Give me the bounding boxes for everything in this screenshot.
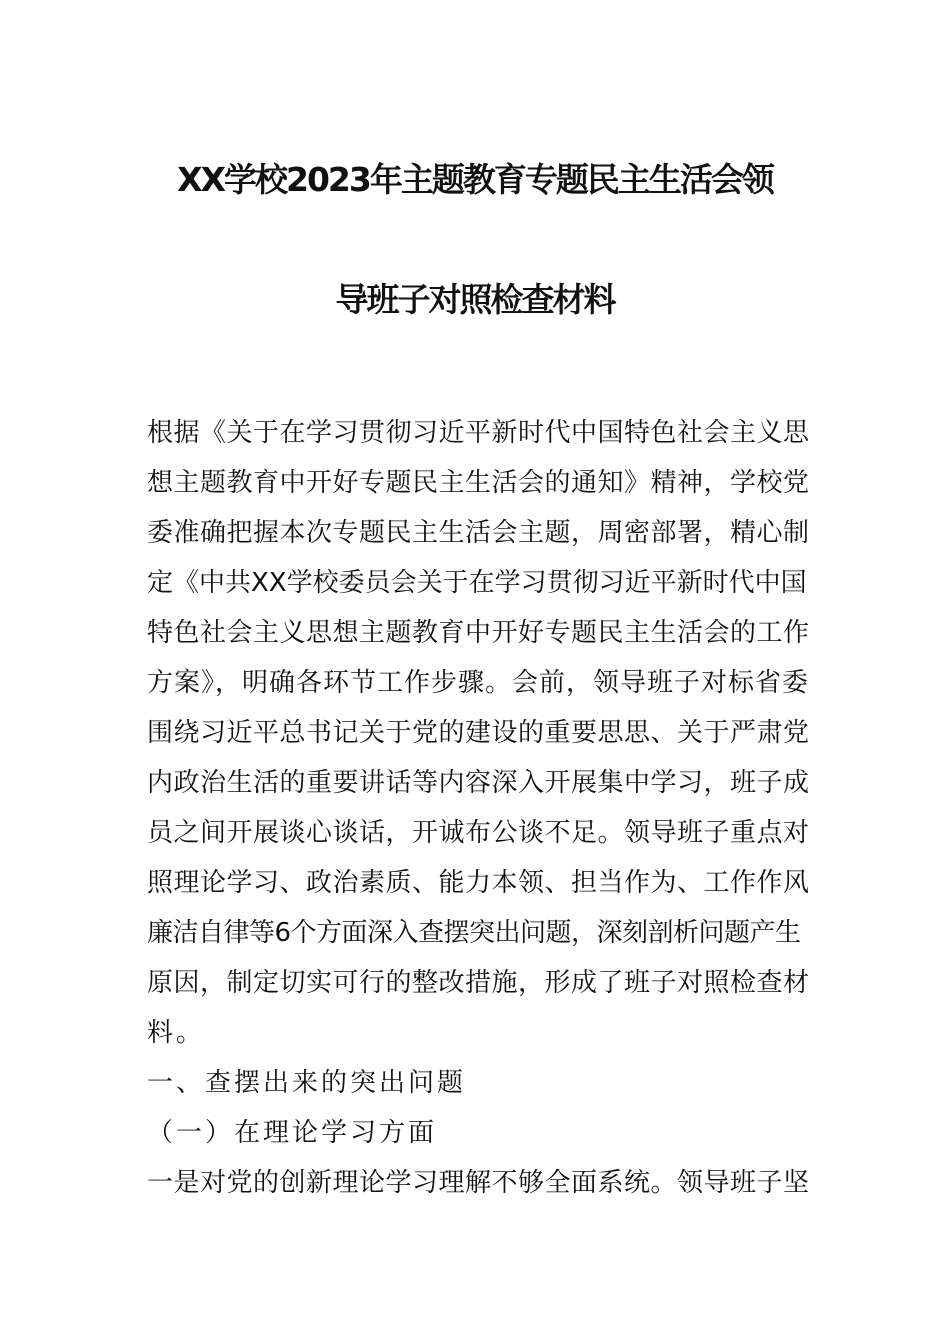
paragraph-line: 员之间开展谈心谈话，开诚布公谈不足。领导班子重点对 bbox=[147, 818, 810, 848]
paragraph-line: 内政治生活的重要讲话等内容深入开展集中学习，班子成 bbox=[147, 768, 810, 798]
subsection-heading: （一）在理论学习方面 bbox=[147, 1118, 438, 1148]
paragraph-line: 根据《关于在学习贯彻习近平新时代中国特色社会主义思 bbox=[147, 418, 810, 448]
paragraph-line: 围绕习近平总书记关于党的建设的重要思思、关于严肃党 bbox=[147, 718, 810, 748]
paragraph-line: 方案》，明确各环节工作步骤。会前，领导班子对标省委 bbox=[147, 668, 810, 698]
paragraph-line: 廉洁自律等6个方面深入查摆突出问题，深刻剖析问题产生 bbox=[147, 918, 801, 948]
paragraph-line: 照理论学习、政治素质、能力本领、担当作为、工作作风 bbox=[147, 868, 810, 898]
paragraph-line: 原因，制定切实可行的整改措施，形成了班子对照检查材 bbox=[147, 968, 810, 998]
paragraph-line: 特色社会主义思想主题教育中开好专题民主生活会的工作 bbox=[147, 618, 810, 648]
document-title-line-1: XX学校2023年主题教育专题民主生活会领 bbox=[177, 160, 773, 199]
paragraph-line: 料。 bbox=[147, 1018, 206, 1048]
document-title-line-2: 导班子对照检查材料 bbox=[335, 280, 615, 319]
paragraph-line: 委准确把握本次专题民主生活会主题，周密部署，精心制 bbox=[147, 518, 810, 548]
paragraph-line: 一是对党的创新理论学习理解不够全面系统。领导班子坚 bbox=[147, 1168, 810, 1198]
paragraph-line: 想主题教育中开好专题民主生活会的通知》精神，学校党 bbox=[147, 468, 810, 498]
paragraph-line: 定《中共XX学校委员会关于在学习贯彻习近平新时代中国 bbox=[147, 568, 807, 598]
section-heading: 一、查摆出来的突出问题 bbox=[147, 1068, 467, 1098]
